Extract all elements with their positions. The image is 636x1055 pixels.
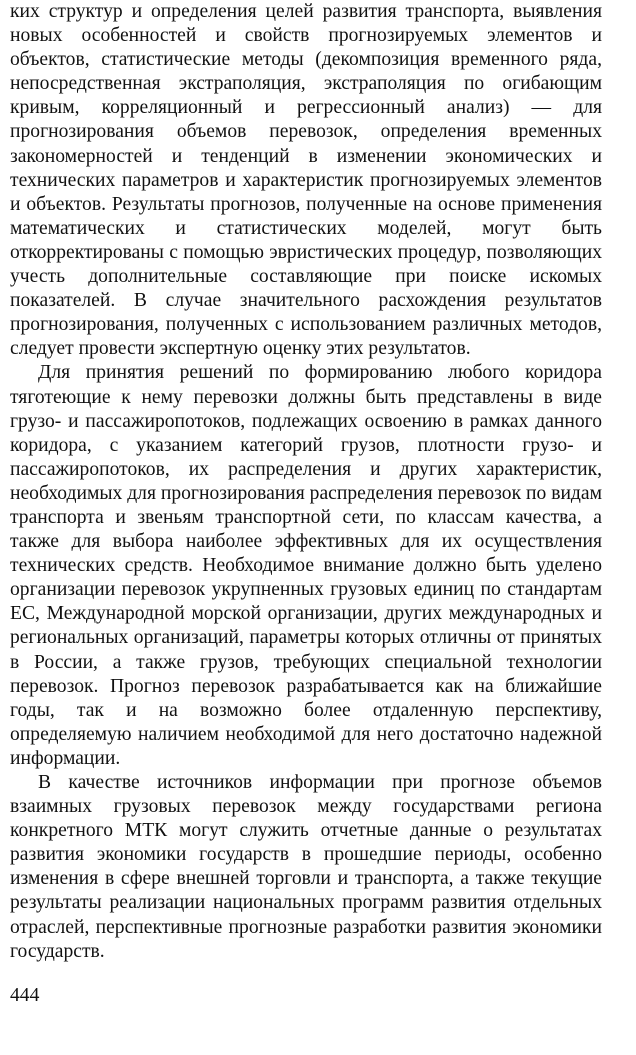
paragraph-3: В качестве источников информации при прогнозе объемов взаимных грузовых перевозок между государствами региона конкретного МТК могут служить отчетные данные о результатах развития экономики государств в прошедшие периоды, особенно изменения в сфере внешней торговли и транспорта, а также текущие результаты реализации национальных программ развития отдельных отраслей, перспективные прогнозные разработки развития экономики государств.	[10, 772, 602, 962]
paragraph-1: ких структур и определения целей развития транспорта, выявления новых особенностей и свойств прогнозируемых элементов и объектов, статистические методы (декомпозиция временного ряда, непосредственная экстраполяция, экстраполяция по огибающим кривым, корреляционный и регрессионный анализ) — для прогнозирования объемов перевозок, определения временных закономерностей и тенденций в изменении экономических и технических параметров и характеристик прогнозируемых элементов и объектов. Результаты прогнозов, полученные на основе применения математических и статистических моделей, могут быть откорректированы с помощью эвристических процедур, позволяющих учесть дополнительные составляющие при поиске искомых показателей. В случае значительного расхождения результатов прогнозирования, полученных с использованием различных методов, следует провести экспертную оценку этих результатов.	[10, 1, 602, 360]
page-body	[10, 0, 602, 964]
page-number: 444	[10, 985, 40, 1006]
paragraph-2: Для принятия решений по формированию любого коридора тяготеющие к нему перевозки должны быть представлены в виде грузо- и пассажиропотоков, подлежащих освоению в рамках данного коридора, с указанием категорий грузов, плотности грузо- и пассажиропотоков, их распределения и других характеристик, необходимых для прогнозирования распределения перевозок по видам транспорта и звеньям транспортной сети, по классам качества, а также для выбора наиболее эффективных для их осуществления технических средств. Необходимое внимание должно быть уделено организации перевозок укрупненных грузовых единиц по стандартам ЕС, Международной морской организации, других международных и региональных организаций, параметры которых отличны от принятых в России, а также грузов, требующих специальной технологии перевозок. Прогноз перевозок разрабатывается как на ближайшие годы, так и на возможно более отдаленную перспективу, определяемую наличием необходимой для него достаточно надежной информации.	[10, 362, 602, 769]
